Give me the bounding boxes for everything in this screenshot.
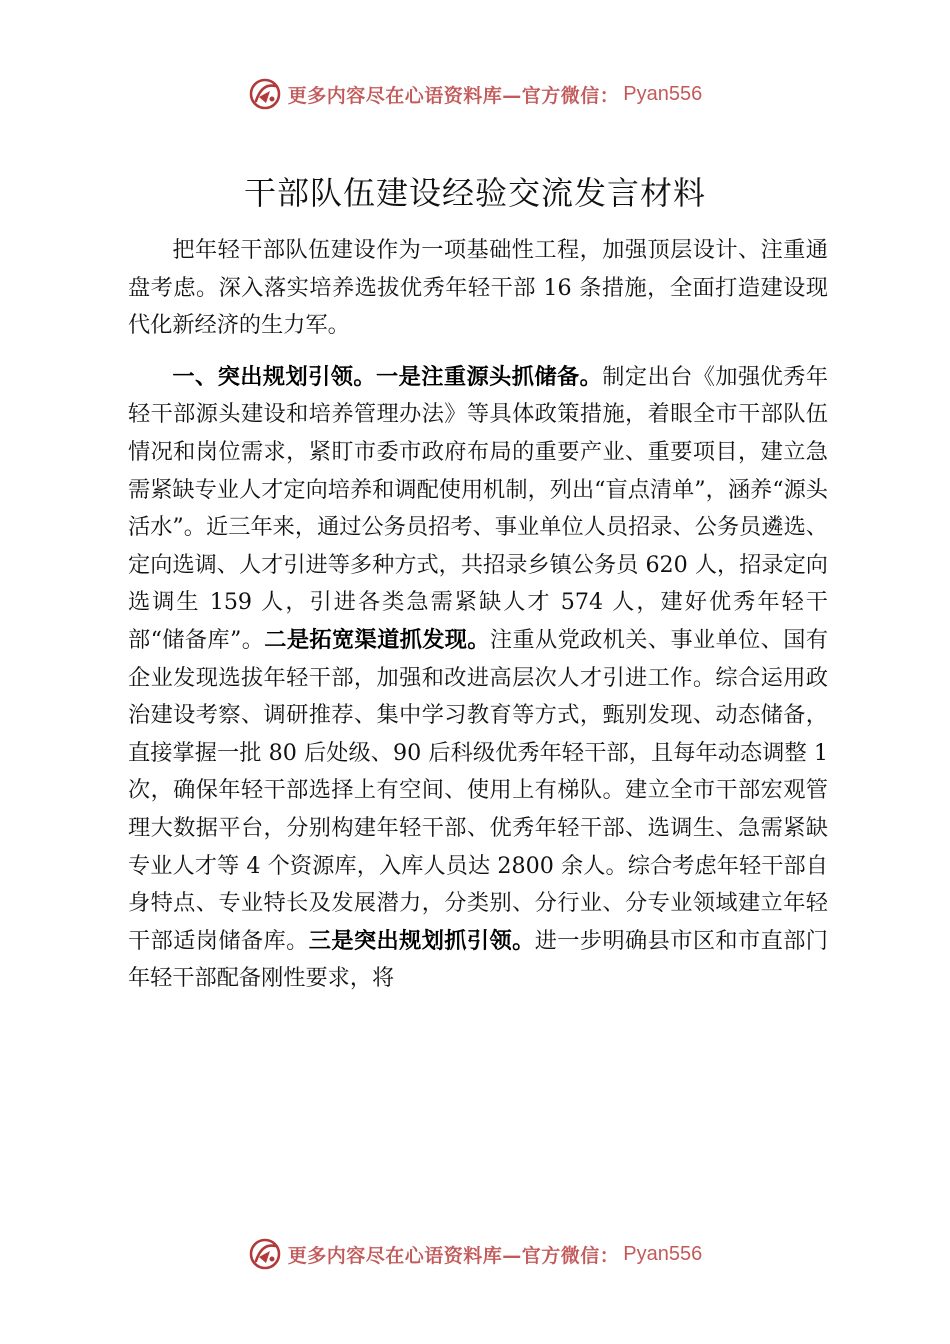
section-1-heading: 一、突出规划引领。 (172, 363, 376, 390)
seal-logo-icon (248, 1237, 282, 1271)
document-body (128, 232, 828, 998)
header-watermark (0, 74, 950, 114)
seal-logo-icon (248, 77, 282, 111)
footer-watermark (0, 1234, 950, 1274)
watermark-account: Pyan556 (623, 1242, 703, 1265)
point-2-text: 注重从党政机关、事业单位、国有企业发现选拔年轻干部，加强和改进高层次人才引进工作。综合运用政治建设考察、调研推荐、集中学习教育等方式，甄别发现、动态储备，直接掌握一批 80 后处级、90 后科级优秀年轻干部，且每年动态调整 1 次，确保年轻干部选择上有空间、使用上有梯队。建立全市干部宏观管理大数据平台，分别构建年轻干部、优秀年轻干部、选调生、急需紧缺专业人才等 4 个资源库，入库人员达 2800 余人。综合考虑年轻干部自身特点、专业特长及发展潜力，分类别、分行业、分专业领域建立年轻干部适岗储备库。 (128, 626, 829, 954)
point-2-label: 二是拓宽渠道抓发现。 (264, 626, 490, 653)
watermark-account: Pyan556 (623, 82, 703, 105)
point-1-label: 一是注重源头抓储备。 (376, 363, 603, 390)
intro-paragraph: 把年轻干部队伍建设作为一项基础性工程，加强顶层设计、注重通盘考虑。深入落实培养选拔优秀年轻干部 16 条措施，全面打造建设现代化新经济的生力军。 (128, 237, 828, 339)
point-3-text: 进一步明确县市区和市直部门年轻干部配备刚性要求，将 (128, 927, 828, 992)
document-title: 干部队伍建设经验交流发言材料 (243, 174, 706, 212)
point-1-text: 制定出台《加强优秀年轻干部源头建设和培养管理办法》等具体政策措施，着眼全市干部队伍情况和岗位需求，紧盯市委市政府布局的重要产业、重要项目，建立急需紧缺专业人才定向培养和调配使用机制，列出“盲点清单”，涵养“源头活水”。近三年来，通过公务员招考、事业单位人员招录、公务员遴选、定向选调、人才引进等多种方式，共招录乡镇公务员 620 人，招录定向选调生 159 人，引进各类急需紧缺人才 574 人，建好优秀年轻干部“储备库”。 (128, 363, 829, 653)
section-1-paragraph (128, 359, 828, 998)
watermark-text: 更多内容尽在心语资料库—官方微信： (287, 84, 620, 107)
point-3-label: 三是突出规划抓引领。 (308, 927, 535, 954)
watermark-text: 更多内容尽在心语资料库—官方微信： (287, 1244, 620, 1267)
